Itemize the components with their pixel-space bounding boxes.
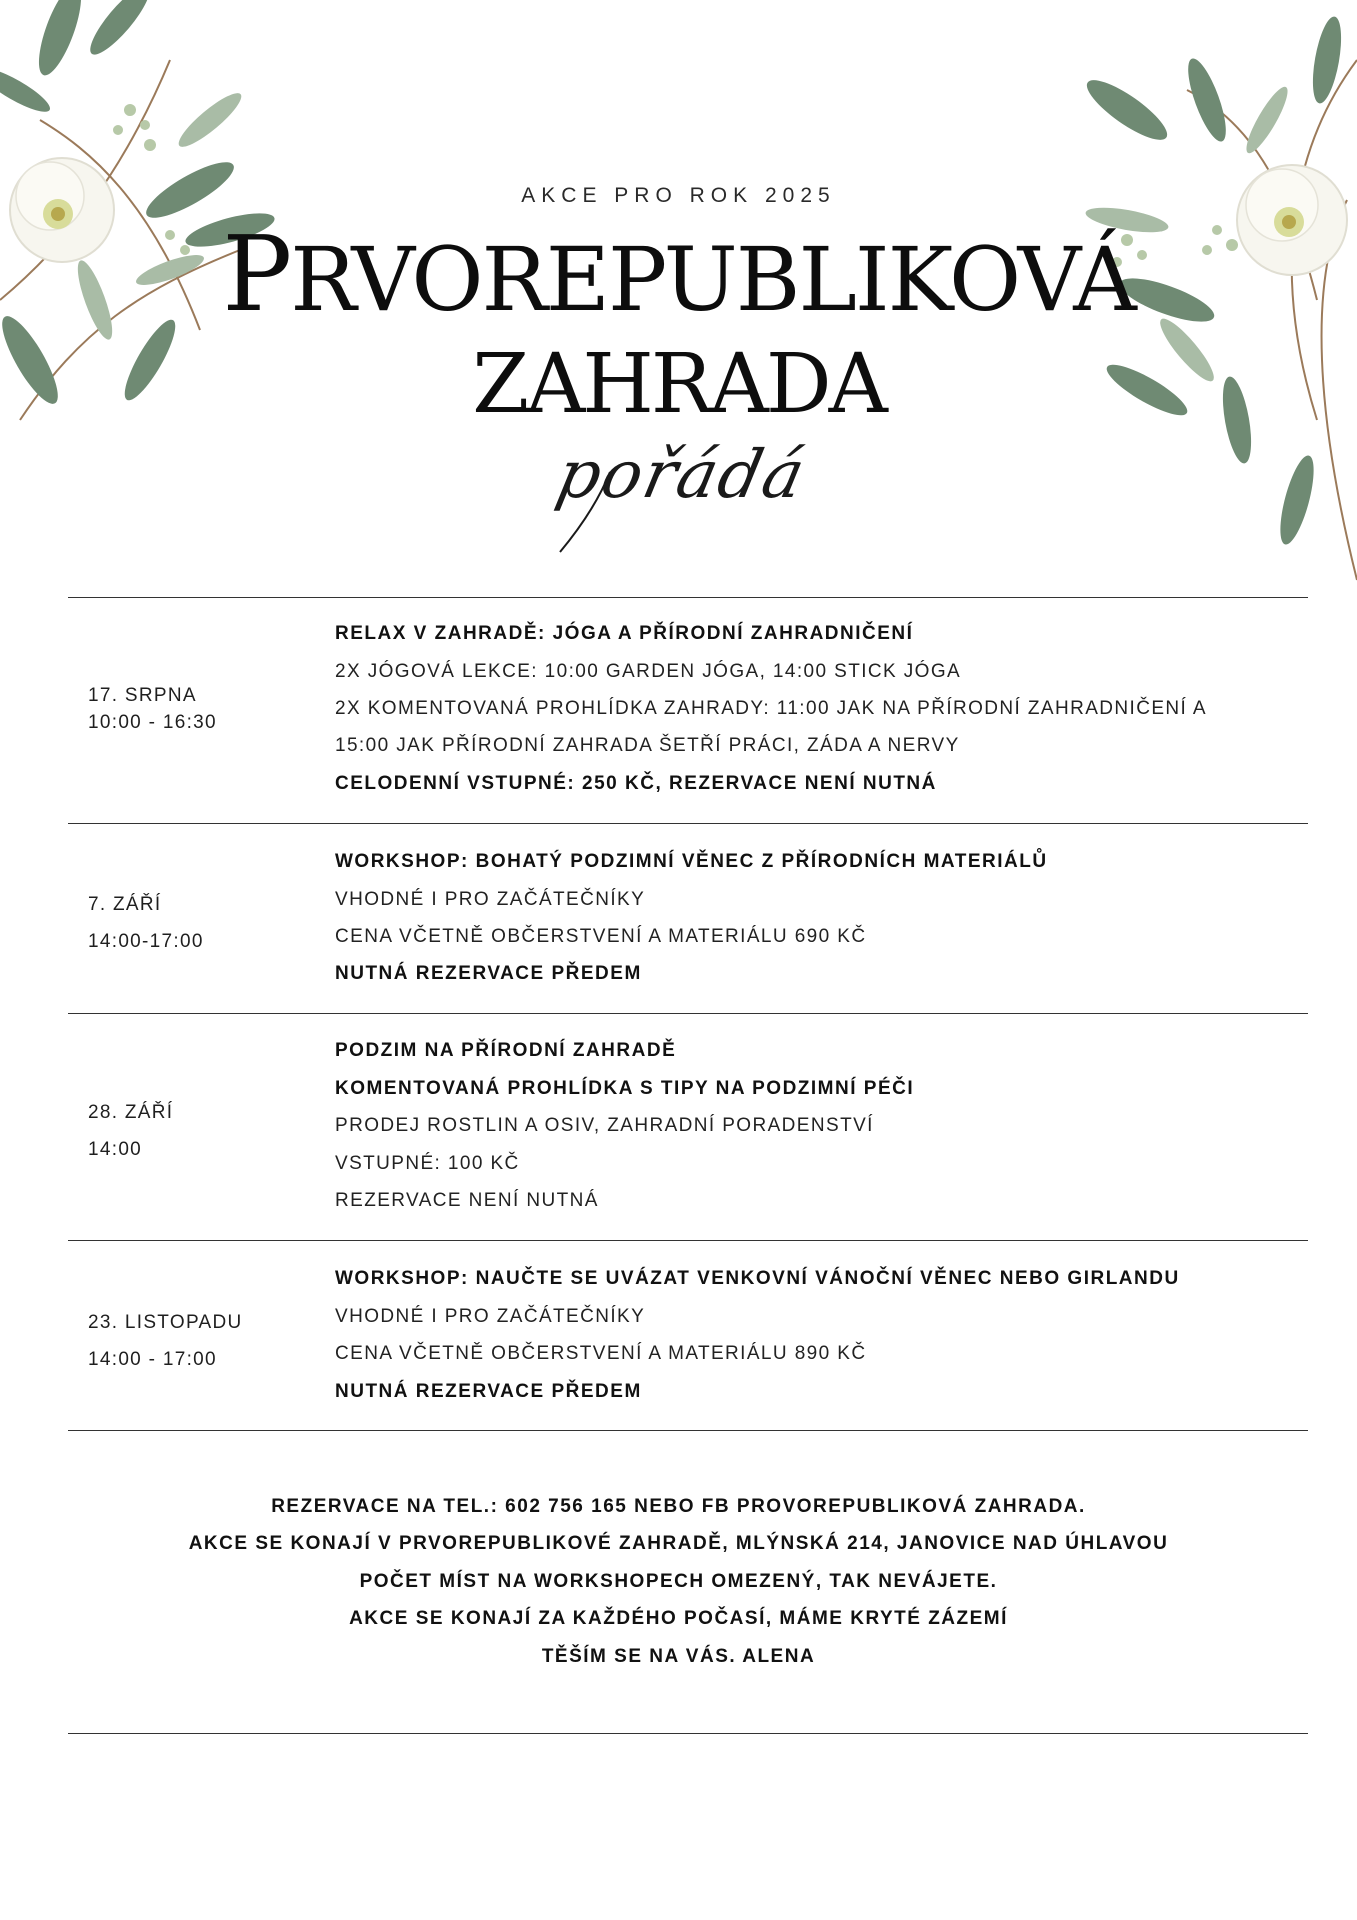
script-text: pořádá [550, 435, 814, 513]
event-date-day: 28. ZÁŘÍ [88, 1102, 174, 1123]
event-date [88, 682, 217, 736]
event-detail: KOMENTOVANÁ PROHLÍDKA S TIPY NA PODZIMNÍ PÉČI [335, 1078, 915, 1099]
event-date-time: 14:00 [88, 1139, 143, 1160]
event-detail: 2X KOMENTOVANÁ PROHLÍDKA ZAHRADY: 11:00 JAK NA PŘÍRODNÍ ZAHRADNIČENÍ A [335, 698, 1207, 719]
kicker-text: AKCE PRO ROK 2025 [521, 184, 836, 207]
event-detail: NUTNÁ REZERVACE PŘEDEM [335, 1381, 642, 1402]
footer-weather: AKCE SE KONAJÍ ZA KAŽDÉHO POČASÍ, MÁME KRYTÉ ZÁZEMÍ [349, 1608, 1008, 1629]
script-word-porada [515, 412, 845, 562]
title-line-2: ZAHRADA [472, 337, 885, 432]
divider [68, 823, 1308, 824]
event-title: WORKSHOP: NAUČTE SE UVÁZAT VENKOVNÍ VÁNOČNÍ VĚNEC NEBO GIRLANDU [335, 1268, 1180, 1289]
event-date-time: 14:00-17:00 [88, 931, 204, 952]
footer-signoff: TĚŠÍM SE NA VÁS. ALENA [541, 1646, 816, 1667]
divider [68, 1430, 1308, 1431]
divider [68, 597, 1308, 598]
event-date-day: 17. SRPNA [88, 685, 197, 706]
title-line-1 [0, 213, 1357, 335]
event-detail: NUTNÁ REZERVACE PŘEDEM [335, 963, 642, 984]
event-date-time: 14:00 - 17:00 [88, 1349, 217, 1370]
divider [68, 1733, 1308, 1734]
event-detail: CENA VČETNĚ OBČERSTVENÍ A MATERIÁLU 690 KČ [335, 926, 867, 947]
footer-reservation: REZERVACE NA TEL.: 602 756 165 NEBO FB PROVOREPUBLIKOVÁ ZAHRADA. [271, 1496, 1086, 1517]
event-detail: REZERVACE NENÍ NUTNÁ [335, 1190, 599, 1211]
event-detail: VHODNÉ I PRO ZAČÁTEČNÍKY [335, 1306, 646, 1327]
event-detail: CENA VČETNĚ OBČERSTVENÍ A MATERIÁLU 890 KČ [335, 1343, 867, 1364]
divider [68, 1240, 1308, 1241]
event-detail: PRODEJ ROSTLIN A OSIV, ZAHRADNÍ PORADENSTVÍ [335, 1115, 874, 1136]
event-date [88, 1094, 173, 1168]
event-date [88, 886, 204, 960]
event-title: PODZIM NA PŘÍRODNÍ ZAHRADĚ [335, 1040, 677, 1061]
event-detail: VSTUPNÉ: 100 KČ [335, 1153, 520, 1174]
event-detail: CELODENNÍ VSTUPNÉ: 250 KČ, REZERVACE NENÍ NUTNÁ [335, 773, 937, 794]
event-date-day: 7. ZÁŘÍ [88, 894, 162, 915]
title-rest: RVOREPUBLIKOVÁ [290, 228, 1135, 331]
divider [68, 1013, 1308, 1014]
event-detail: 15:00 JAK PŘÍRODNÍ ZAHRADA ŠETŘÍ PRÁCI, ZÁDA A NERVY [335, 735, 960, 756]
event-detail: 2X JÓGOVÁ LEKCE: 10:00 GARDEN JÓGA, 14:00 STICK JÓGA [335, 661, 962, 682]
event-title: RELAX V ZAHRADĚ: JÓGA A PŘÍRODNÍ ZAHRADNIČENÍ [335, 623, 914, 644]
event-date-time: 10:00 - 16:30 [88, 712, 217, 733]
event-title: WORKSHOP: BOHATÝ PODZIMNÍ VĚNEC Z PŘÍRODNÍCH MATERIÁLŮ [335, 851, 1048, 872]
footer-location: AKCE SE KONAJÍ V PRVOREPUBLIKOVÉ ZAHRADĚ, MLÝNSKÁ 214, JANOVICE NAD ÚHLAVOU [188, 1533, 1169, 1554]
event-detail: VHODNÉ I PRO ZAČÁTEČNÍKY [335, 889, 646, 910]
title-initial: P [222, 213, 291, 335]
event-date [88, 1304, 243, 1378]
footer-capacity: POČET MÍST NA WORKSHOPECH OMEZENÝ, TAK NEVÁJETE. [359, 1571, 998, 1592]
event-date-day: 23. LISTOPADU [88, 1312, 243, 1333]
